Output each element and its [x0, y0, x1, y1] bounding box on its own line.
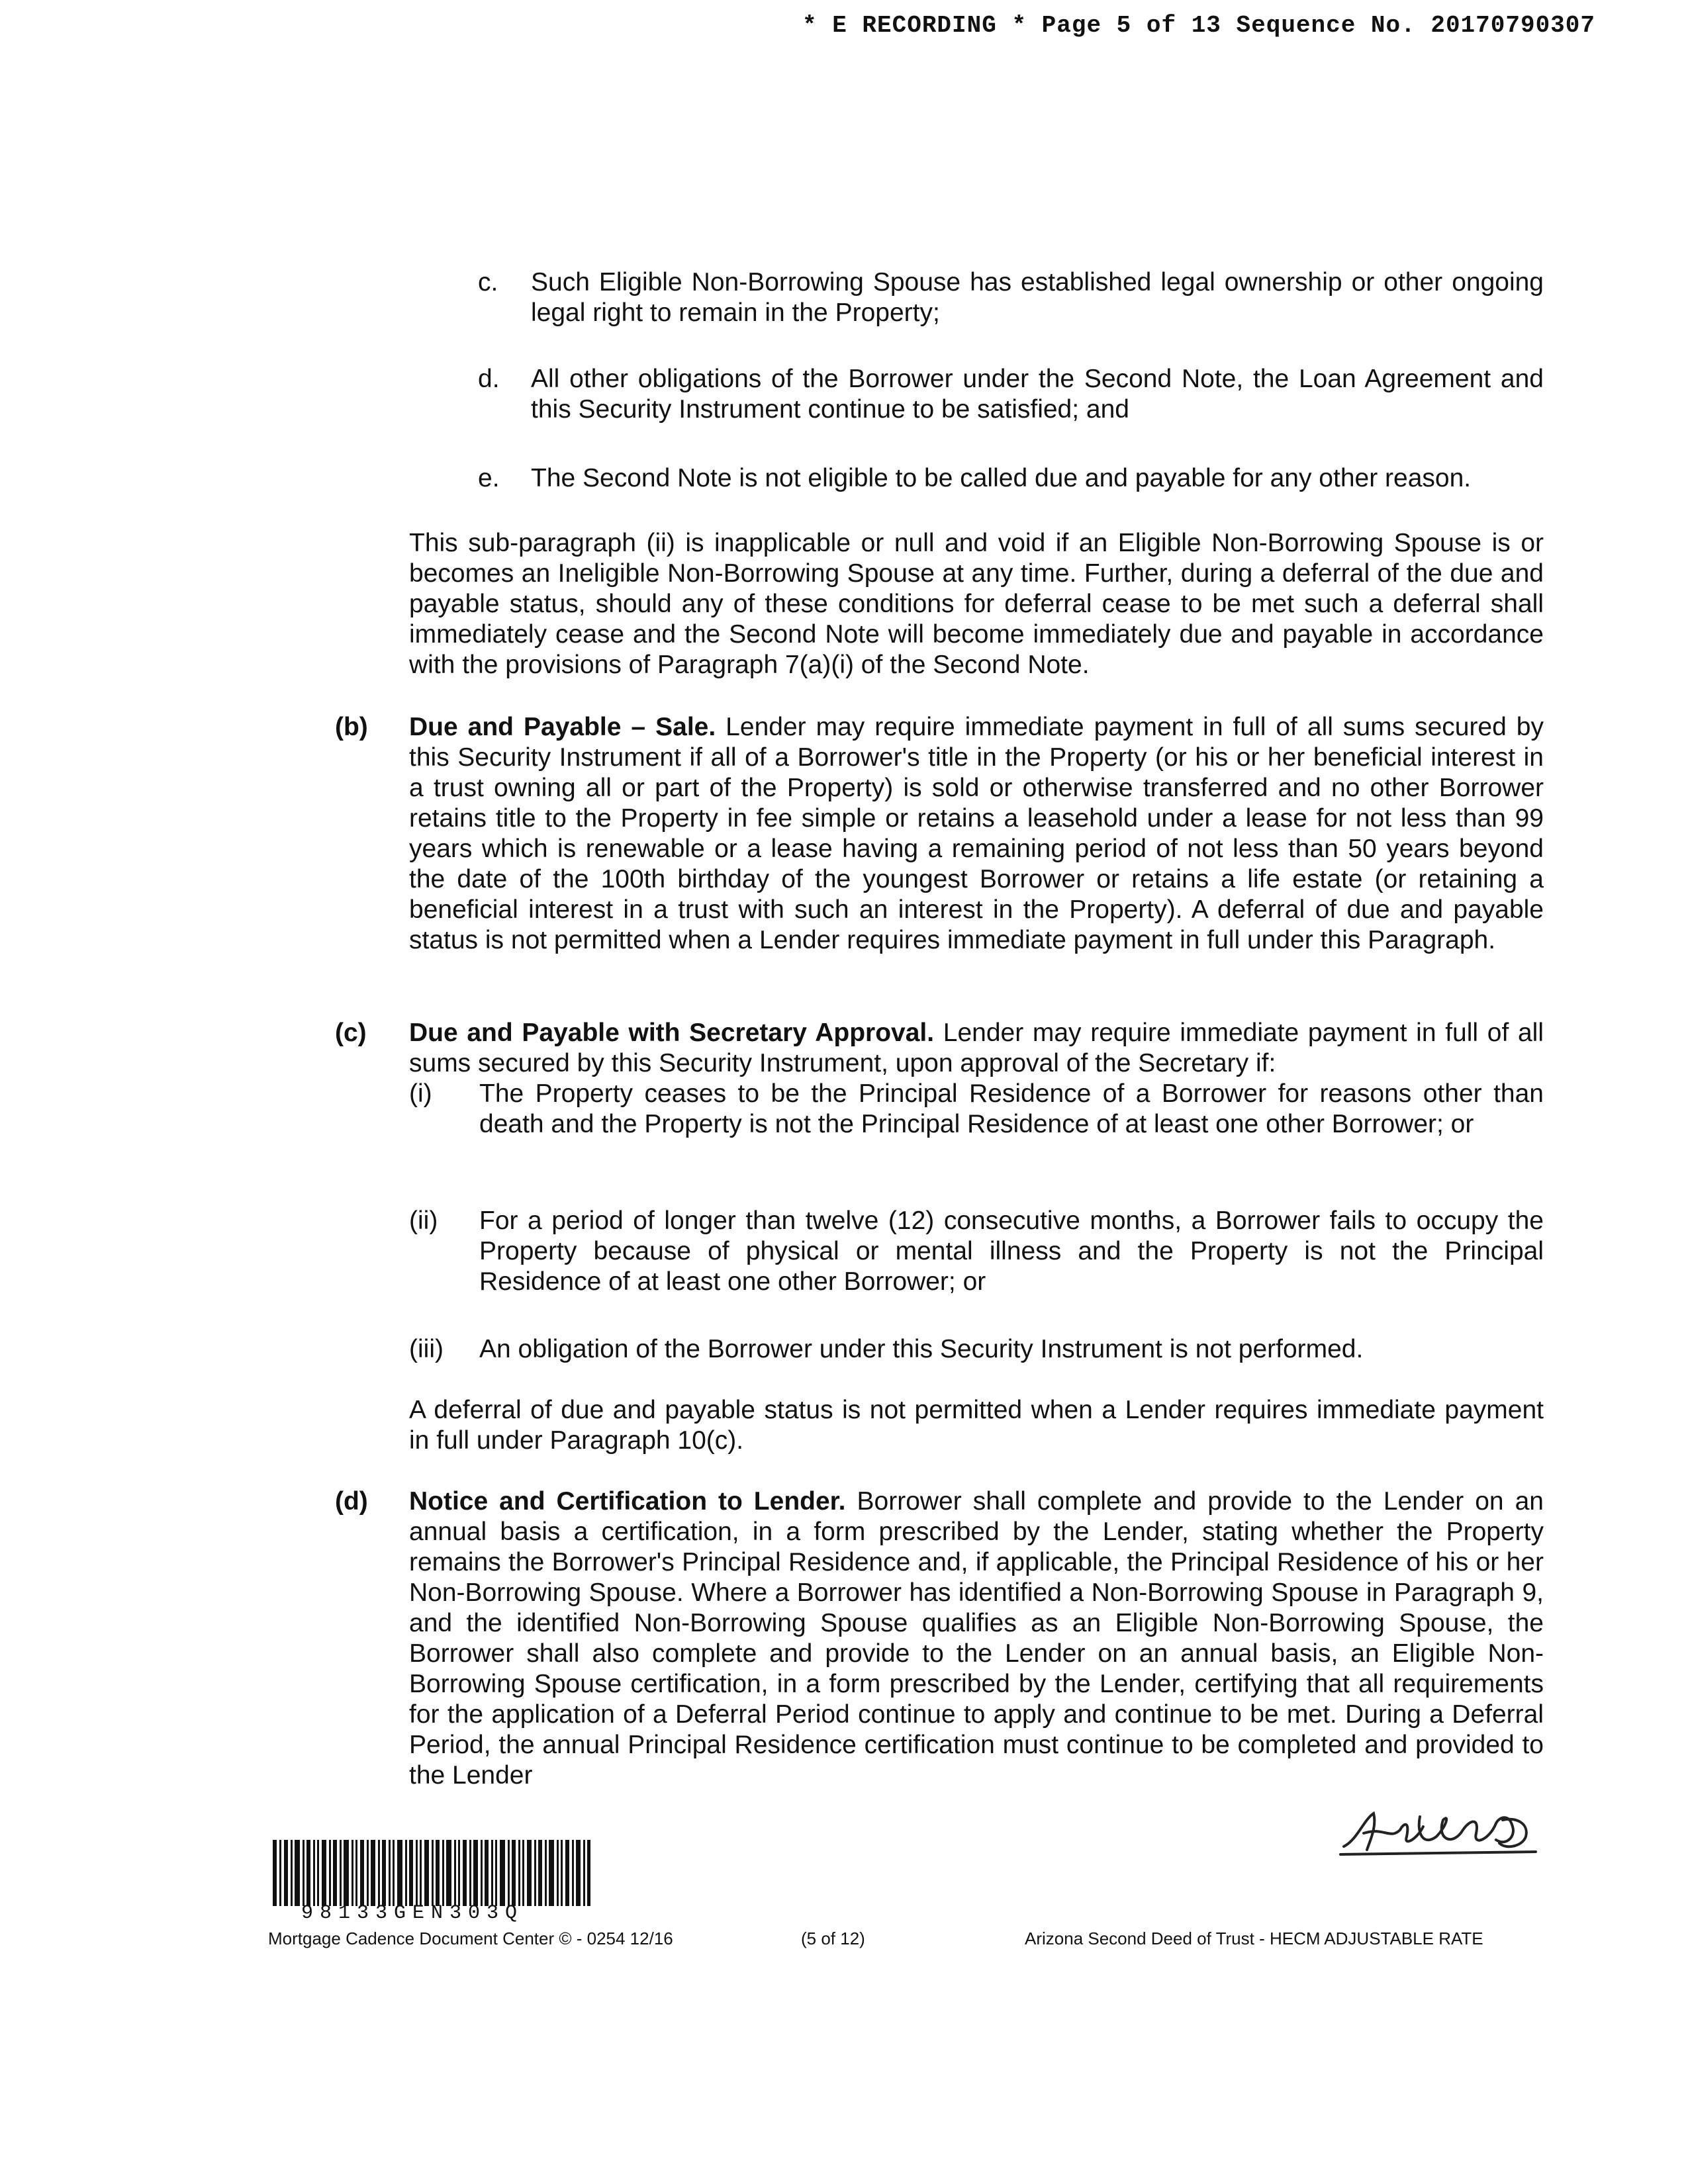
- section-d-heading: Notice and Certification to Lender.: [409, 1487, 846, 1516]
- section-c-item-iii-label: (iii): [409, 1335, 444, 1363]
- footer-document-center: Mortgage Cadence Document Center © - 0254 12/16: [268, 1929, 673, 1948]
- section-c-heading: Due and Payable with Secretary Approval.: [409, 1019, 935, 1047]
- section-c-item-iii-text: An obligation of the Borrower under this Security Instrument is not performed.: [479, 1335, 1364, 1363]
- section-c: [335, 1018, 1544, 1079]
- list-item-c-label: c.: [478, 268, 498, 296]
- footer-document-title: Arizona Second Deed of Trust - HECM ADJUSTABLE RATE: [1025, 1929, 1483, 1948]
- section-c-item-i: [409, 1079, 1544, 1140]
- section-b: [335, 712, 1544, 956]
- section-c-item-ii-label: (ii): [409, 1206, 438, 1235]
- section-d-text: Borrower shall complete and provide to the Lender on an annual basis a certification, in a form prescribed by the Lender, stating whether the Property remains the Borrower's Principal Residence and, if applicable, the Principal Residence of his or her Non-Borrowing Spouse. Where a Borrower has identified a Non-Borrowing Spouse in Paragraph 9, and the identified Non-Borrowing Spouse qualifies as an Eligible Non-Borrowing Spouse, the Borrower shall also complete and provide to the Lender on an annual basis, an Eligible Non-Borrowing Spouse certification, in a form prescribed by the Lender, certifying that all requirements for the application of a Deferral Period continue to apply and continue to be met. During a Deferral Period, the annual Principal Residence certification must continue to be completed and provided to the Lender: [409, 1487, 1544, 1790]
- borrower-initials-signature: [1337, 1800, 1542, 1860]
- section-c-item-ii: [409, 1206, 1544, 1297]
- barcode-number: 98133GEN303Q: [301, 1902, 524, 1925]
- document-barcode: [273, 1840, 590, 1906]
- list-item-e-text: The Second Note is not eligible to be called due and payable for any other reason.: [531, 464, 1472, 492]
- section-c-deferral-note: A deferral of due and payable status is not permitted when a Lender requires immediate payment in full under Paragraph 10(c).: [409, 1396, 1544, 1455]
- list-item-d: [478, 364, 1544, 425]
- list-item-e: [478, 463, 1544, 494]
- section-b-heading: Due and Payable – Sale.: [409, 713, 716, 741]
- list-item-c-text: Such Eligible Non-Borrowing Spouse has established legal ownership or other ongoing legal right to remain in the Property;: [531, 268, 1544, 327]
- section-c-label: (c): [335, 1019, 367, 1047]
- recording-header: * E RECORDING * Page 5 of 13 Sequence No. 20170790307: [802, 12, 1595, 39]
- section-c-item-iii: [409, 1334, 1544, 1365]
- list-item-d-text: All other obligations of the Borrower under the Second Note, the Loan Agreement and this Security Instrument continue to be satisfied; and: [531, 365, 1544, 424]
- section-b-text: Lender may require immediate payment in full of all sums secured by this Security Instrument if all of a Borrower's title in the Property (or his or her beneficial interest in a trust owning all or part of the Property) is sold or otherwise transferred and no other Borrower retains title to the Property in fee simple or retains a leasehold under a lease for not less than 99 years which is renewable or a lease having a remaining period of not less than 50 years beyond the date of the 100th birthday of the youngest Borrower or retains a life estate (or retaining a beneficial interest in a trust with such an interest in the Property). A deferral of due and payable status is not permitted when a Lender requires immediate payment in full under this Paragraph.: [409, 713, 1544, 954]
- section-c-item-i-text: The Property ceases to be the Principal Residence of a Borrower for reasons other than death and the Property is not the Principal Residence of at least one other Borrower; or: [479, 1079, 1544, 1138]
- section-d: [335, 1486, 1544, 1791]
- list-item-c: [478, 267, 1544, 328]
- list-item-e-label: e.: [478, 464, 500, 492]
- section-c-text: Lender may require immediate payment in full of all sums secured by this Security Instrument, upon approval of the Secretary if:: [409, 1019, 1544, 1077]
- section-b-label: (b): [335, 713, 368, 741]
- section-d-label: (d): [335, 1487, 368, 1516]
- footer-page-count: (5 of 12): [801, 1929, 865, 1948]
- list-item-d-label: d.: [478, 365, 500, 393]
- subparagraph-ii-note: This sub-paragraph (ii) is inapplicable or null and void if an Eligible Non-Borrowing Spouse is or becomes an Ineligible Non-Borrowing Spouse at any time. Further, during a deferral of the due and payable status, should any of these conditions for deferral cease to be met such a deferral shall immediately cease and the Second Note will become immediately due and payable in accordance with the provisions of Paragraph 7(a)(i) of the Second Note.: [409, 529, 1544, 679]
- section-c-item-i-label: (i): [409, 1079, 432, 1108]
- section-c-item-ii-text: For a period of longer than twelve (12) consecutive months, a Borrower fails to occupy the Property because of physical or mental illness and the Property is not the Principal Residence of at least one other Borrower; or: [479, 1206, 1544, 1296]
